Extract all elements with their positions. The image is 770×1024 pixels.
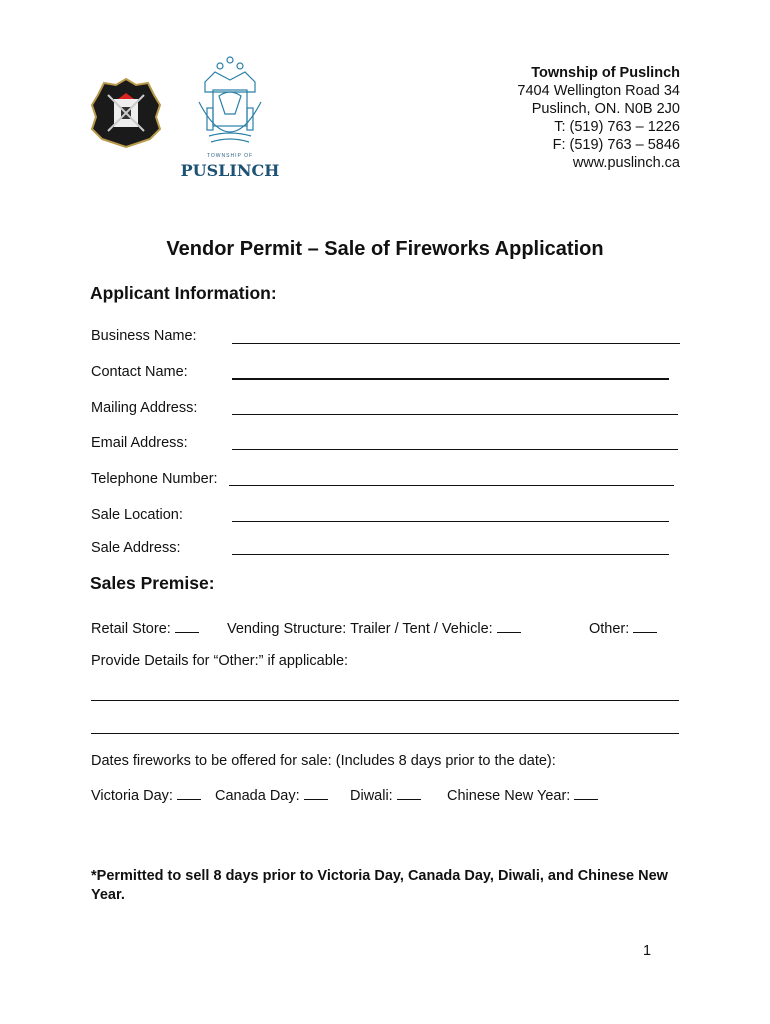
sale-location-label: Sale Location: <box>91 507 183 523</box>
sale-location-field[interactable] <box>232 521 669 522</box>
victoria-day-option[interactable] <box>91 787 201 804</box>
telephone-label: Telephone Number: <box>91 471 218 487</box>
retail-store-option[interactable] <box>91 620 199 637</box>
applicant-heading: Applicant Information: <box>90 283 277 303</box>
canada-day-option[interactable] <box>215 787 328 804</box>
sale-address-field[interactable] <box>232 554 669 555</box>
business-name-field[interactable] <box>232 343 680 344</box>
street: 7404 Wellington Road 34 <box>517 83 680 99</box>
retail-store-blank[interactable] <box>175 620 199 633</box>
victoria-day-blank[interactable] <box>177 787 201 800</box>
mailing-address-label: Mailing Address: <box>91 400 198 416</box>
telephone-field[interactable] <box>229 485 674 486</box>
vending-structure-blank[interactable] <box>497 620 521 633</box>
diwali-blank[interactable] <box>397 787 421 800</box>
phone: T: (519) 763 – 1226 <box>554 119 680 135</box>
vending-structure-label: Vending Structure: Trailer / Tent / Vehicle: <box>227 621 493 637</box>
sale-address-label: Sale Address: <box>91 540 181 556</box>
contact-name-label: Contact Name: <box>91 364 188 380</box>
fire-rescue-logo <box>90 77 162 149</box>
mailing-address-field[interactable] <box>232 414 678 415</box>
org-name: Township of Puslinch <box>531 65 680 81</box>
contact-name-field[interactable] <box>232 378 669 380</box>
other-option[interactable] <box>589 620 657 637</box>
township-logo: TOWNSHIP OF PUSLINCH <box>175 52 285 182</box>
other-details-line-1[interactable] <box>91 700 679 701</box>
other-details-line-2[interactable] <box>91 733 679 734</box>
page-number: 1 <box>643 943 652 959</box>
website[interactable]: www.puslinch.ca <box>572 155 680 171</box>
diwali-option[interactable] <box>350 787 421 804</box>
chinese-new-year-option[interactable] <box>447 787 598 804</box>
business-name-label: Business Name: <box>91 328 197 344</box>
canada-day-blank[interactable] <box>304 787 328 800</box>
chinese-new-year-blank[interactable] <box>574 787 598 800</box>
permit-note: *Permitted to sell 8 days prior to Victoria Day, Canada Day, Diwali, and Chinese New Year. <box>91 868 668 903</box>
page-title: Vendor Permit – Sale of Fireworks Application <box>166 238 604 260</box>
diwali-label: Diwali: <box>350 788 393 804</box>
township-address <box>517 64 680 172</box>
vending-structure-option[interactable] <box>227 620 521 637</box>
email-address-label: Email Address: <box>91 435 188 451</box>
other-blank[interactable] <box>633 620 657 633</box>
sales-premise-heading: Sales Premise: <box>90 573 215 593</box>
email-address-field[interactable] <box>232 449 678 450</box>
chinese-new-year-label: Chinese New Year: <box>447 788 571 804</box>
city: Puslinch, ON. N0B 2J0 <box>531 101 680 117</box>
canada-day-label: Canada Day: <box>215 788 300 804</box>
retail-store-label: Retail Store: <box>91 621 171 637</box>
fax: F: (519) 763 – 5846 <box>552 137 680 153</box>
other-label: Other: <box>589 621 630 637</box>
dates-label: Dates fireworks to be offered for sale: (Includes 8 days prior to the date): <box>91 753 556 769</box>
other-details-label: Provide Details for “Other:” if applicable: <box>91 653 349 669</box>
victoria-day-label: Victoria Day: <box>91 788 173 804</box>
